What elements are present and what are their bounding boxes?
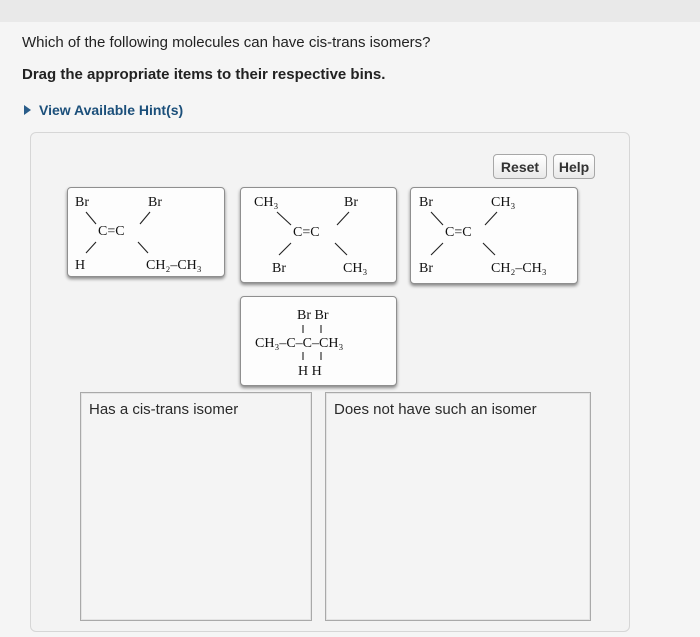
instruction-text: Drag the appropriate items to their respective bins. (22, 66, 386, 83)
substituent-top-row: Br Br (297, 308, 329, 323)
substituent-top-left: Br (75, 195, 89, 210)
triangle-right-icon (24, 105, 31, 115)
substituent-top-right: Br (344, 195, 358, 210)
reset-button[interactable]: Reset (493, 154, 547, 179)
double-bond-core: C=C (98, 224, 125, 239)
substituent-top-left: Br (419, 195, 433, 210)
bin-label: Has a cis-trans isomer (89, 401, 239, 418)
substituent-bottom-right: CH₃ (343, 261, 368, 276)
hint-label: View Available Hint(s) (39, 102, 184, 118)
double-bond-core: C=C (293, 225, 320, 240)
question-text: Which of the following molecules can have cis-trans isomers? (22, 34, 431, 51)
substituent-bottom-left: Br (419, 261, 433, 276)
bin-no-isomer[interactable] (325, 392, 591, 621)
substituent-top-right: CH₃ (491, 195, 516, 210)
substituent-bottom-left: H (75, 258, 86, 273)
molecule-backbone: CH₃–C–C–CH₃ (255, 336, 344, 351)
substituent-top-left: CH₃ (254, 195, 279, 210)
substituent-bottom-right: CH₂–CH₃ (491, 261, 547, 276)
bin-has-cis-trans-isomer[interactable] (80, 392, 312, 621)
double-bond-core: C=C (445, 225, 472, 240)
bin-label: Does not have such an isomer (334, 401, 537, 418)
substituent-top-right: Br (148, 195, 162, 210)
top-strip (0, 0, 700, 22)
substituent-bottom-left: Br (272, 261, 286, 276)
substituent-bottom-right: CH₂–CH₃ (146, 258, 202, 273)
substituent-bottom-row: H H (298, 364, 322, 379)
help-button[interactable]: Help (553, 154, 595, 179)
molecule-card-1[interactable] (67, 187, 225, 277)
molecule-card-2[interactable] (240, 187, 397, 283)
molecule-card-4[interactable] (240, 296, 397, 386)
molecule-card-3[interactable] (410, 187, 578, 284)
view-hints-toggle[interactable] (24, 102, 183, 118)
